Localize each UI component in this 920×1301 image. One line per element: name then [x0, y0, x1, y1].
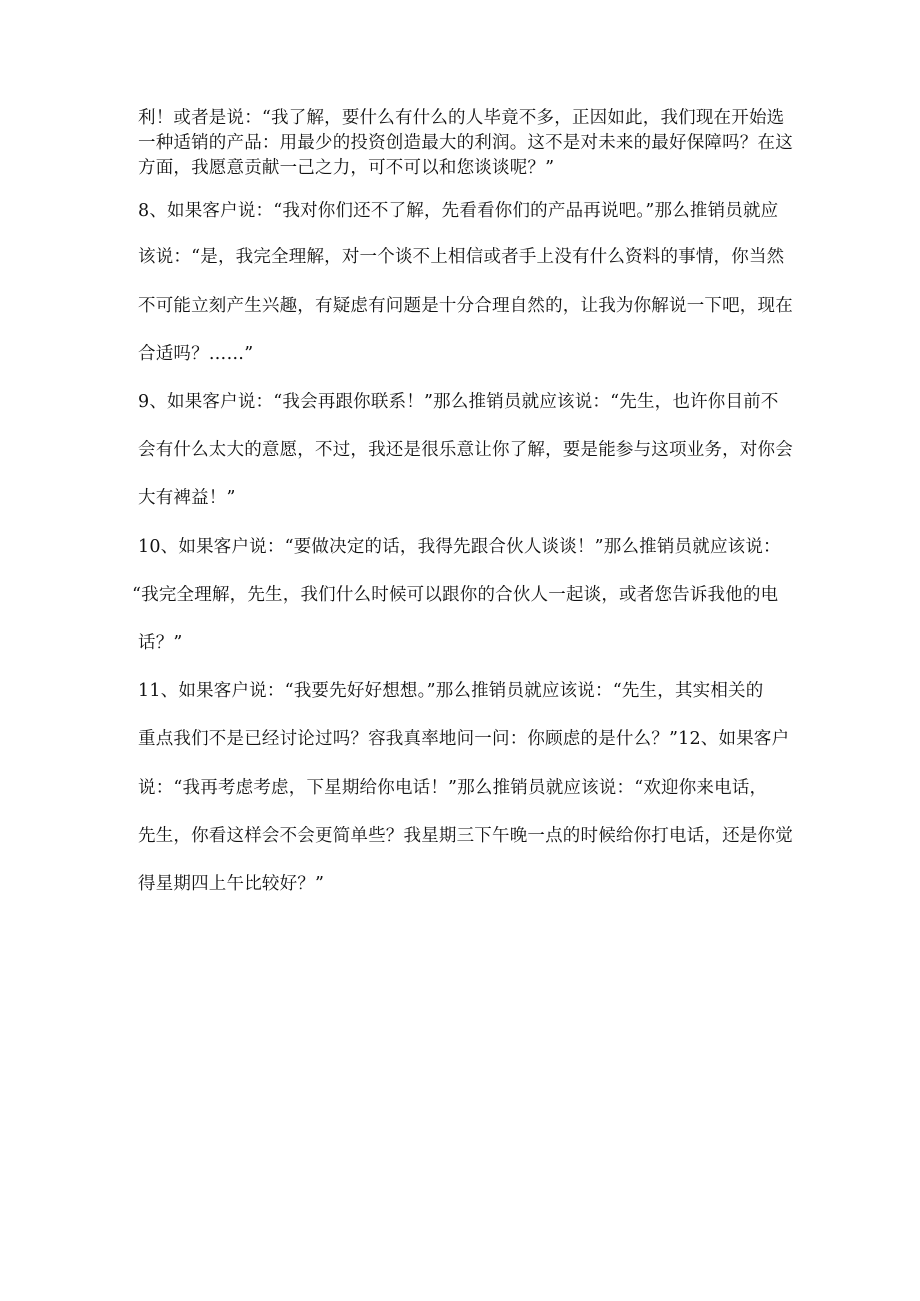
- text-line: 说：“我再考虑考虑，下星期给你电话！”那么推销员就应该说：“欢迎你来电话，: [138, 778, 768, 798]
- text-line: 得星期四上午比较好？”: [138, 874, 325, 894]
- text-line: 8、如果客户说：“我对你们还不了解，先看看你们的产品再说吧。”那么推销员就应: [138, 201, 779, 221]
- text-line: 重点我们不是已经讨论过吗？容我真率地问一问：你顾虑的是什么？”12、如果客户: [138, 729, 790, 749]
- text-line: “我完全理解，先生，我们什么时候可以跟你的合伙人一起谈，或者您告诉我他的电: [132, 585, 779, 605]
- text-line: 11、如果客户说：“我要先好好想想。”那么推销员就应该说：“先生，其实相关的: [138, 681, 764, 701]
- text-line: 不可能立刻产生兴趣，有疑虑有问题是十分合理自然的，让我为你解说一下吧，现在: [138, 296, 793, 316]
- text-line: 利！或者是说：“我了解，要什么有什么的人毕竟不多，正因如此，我们现在开始选: [138, 108, 785, 128]
- text-line: 该说：“是，我完全理解，对一个谈不上相信或者手上没有什么资料的事情，你当然: [138, 247, 785, 267]
- text-line: 合适吗？……”: [138, 344, 254, 364]
- text-line: 会有什么太大的意愿，不过，我还是很乐意让你了解，要是能参与这项业务，对你会: [138, 440, 793, 460]
- text-line: 10、如果客户说：“要做决定的话，我得先跟合伙人谈谈！”那么推销员就应该说：: [138, 537, 781, 557]
- text-line: 先生，你看这样会不会更简单些？我星期三下午晚一点的时候给你打电话，还是你觉: [138, 826, 793, 846]
- text-line: 9、如果客户说：“我会再跟你联系！”那么推销员就应该说：“先生，也许你目前不: [138, 392, 779, 412]
- text-line: 一种适销的产品：用最少的投资创造最大的利润。这不是对未来的最好保障吗？在这: [138, 133, 793, 153]
- text-line: 方面，我愿意贡献一己之力，可不可以和您谈谈呢？”: [138, 158, 555, 178]
- text-line: 话？”: [138, 633, 183, 653]
- text-line: 大有裨益！”: [138, 488, 236, 508]
